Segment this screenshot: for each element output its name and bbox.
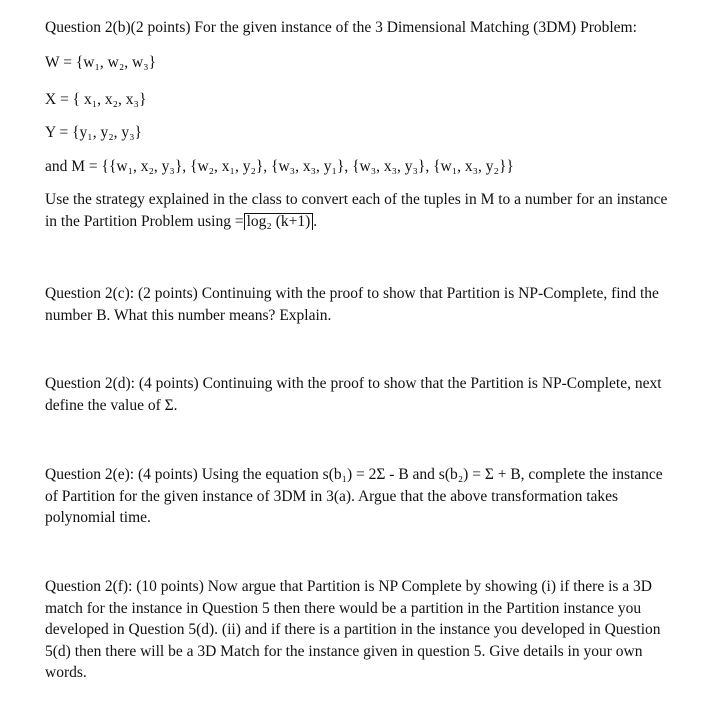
set-m-definition: and M = {{w₁, x₂, y₃}, {w₂, x₁, y₂}, {w₃, x₃, y₁}, {w₃, x₃, y₃}, {w₁, x₃, y₂}} <box>45 158 514 175</box>
question-2c: Question 2(c): (2 points) Continuing with the proof to show that Partition is NP-Complete, find the number B. What this number means? Explain. <box>45 285 659 324</box>
question-2f: Question 2(f): (10 points) Now argue that Partition is NP Complete by showing (i) if there is a 3D match for the instance in Question 5 then there would be a partition in the Partition instance you developed in Question 5(d). (ii) and if there is a partition in the instance you developed in Question 5(d) then there will be a 3D Match for the instance given in question 5. Give details in your own words. <box>45 578 661 681</box>
question-2d: Question 2(d): (4 points) Continuing with the proof to show that the Partition is NP-Complete, next define the value of Σ. <box>45 375 662 414</box>
question-2e: Question 2(e): (4 points) Using the equation s(b₁) = 2Σ - B and s(b₂) = Σ + B, complete the instance of Partition for the given instance of 3DM in 3(a). Argue that the above transformation takes polynomial time. <box>45 466 663 526</box>
instruction-end: . <box>313 212 318 230</box>
set-w-definition: W = {w₁, w₂, w₃} <box>45 54 157 71</box>
set-y-definition: Y = {y₁, y₂, y₃} <box>45 124 142 141</box>
question-2b-instruction <box>45 189 675 232</box>
instruction-text: Use the strategy explained in the class to convert each of the tuples in M to a number for an instance in the Partition Problem using = <box>45 191 668 230</box>
ceiling-formula: log₂ (k+1) <box>244 213 314 230</box>
question-2b-heading: Question 2(b)(2 points) For the given instance of the 3 Dimensional Matching (3DM) Problem: <box>45 19 637 36</box>
set-x-definition: X = { x₁, x₂, x₃} <box>45 91 147 108</box>
